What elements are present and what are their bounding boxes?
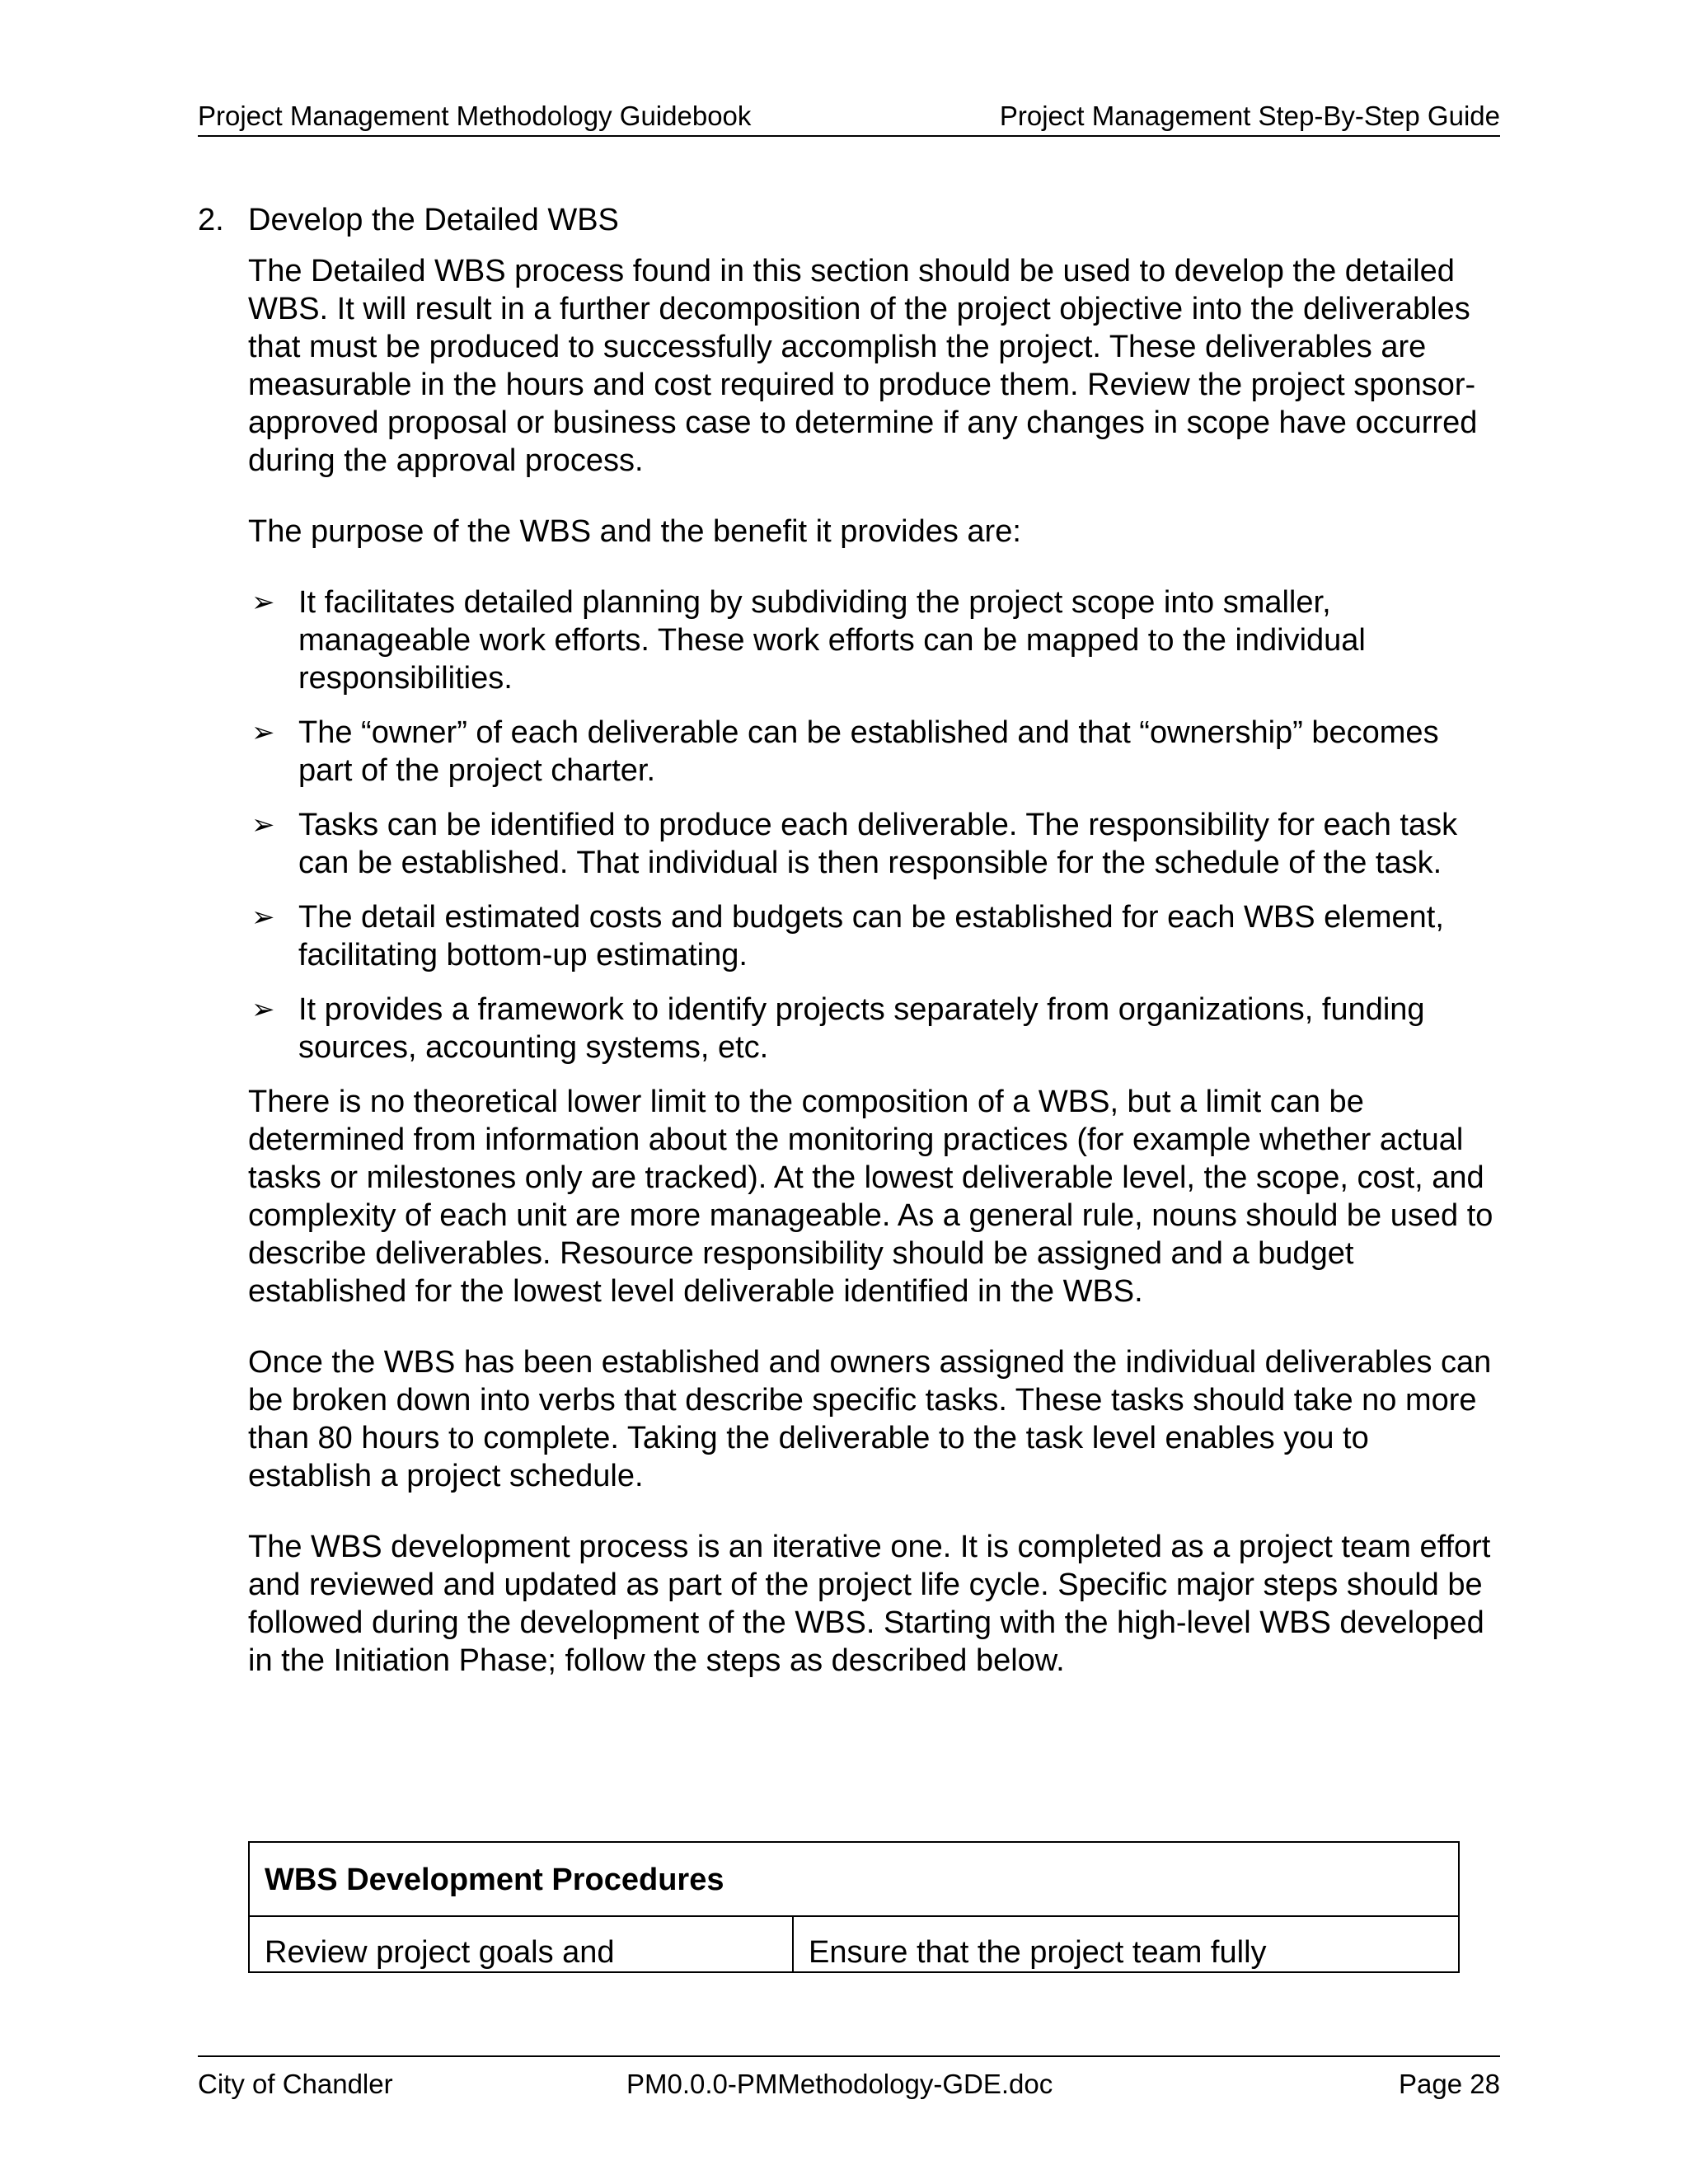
- paragraph-lower-limit: There is no theoretical lower limit to the composition of a WBS, but a limit can be determined from information about the monitoring practices (for example whether actual tasks or milestones only are tracked). At the lowest deliverable level, the scope, cost, and complexity of each unit are more manageable. As a general rule, nouns should be used to describe deliverables. Resource responsibility should be assigned and a budget established for the lowest level deliverable identified in the WBS.: [248, 1085, 1493, 1309]
- arrow-bullet-icon: ➢: [251, 717, 275, 748]
- paragraph-tasks: Once the WBS has been established and owners assigned the individual deliverables can be broken down into verbs that describe specific tasks. These tasks should take no more than 80 hours to complete. Taking the deliverable to the task level enables you to establish a project schedule.: [248, 1345, 1492, 1493]
- list-item-text: The detail estimated costs and budgets can be established for each WBS element, facilitating bottom-up estimating.: [298, 900, 1444, 972]
- list-item-text: The “owner” of each deliverable can be established and that “ownership” becomes part of the project charter.: [298, 715, 1439, 788]
- list-item-text: It provides a framework to identify projects separately from organizations, funding sources, accounting systems, etc.: [298, 992, 1425, 1065]
- list-item-text: It facilitates detailed planning by subdividing the project scope into smaller, manageable work efforts. These work efforts can be mapped to the individual responsibilities.: [298, 585, 1366, 696]
- list-item-text: Tasks can be identified to produce each deliverable. The responsibility for each task can be established. That individual is then responsible for the schedule of the task.: [298, 808, 1458, 880]
- arrow-bullet-icon: ➢: [251, 994, 275, 1025]
- table-row: [249, 1916, 1459, 1972]
- step-heading: [198, 201, 1500, 239]
- footer-organization: City of Chandler: [198, 2069, 393, 2099]
- page-header: [198, 97, 1500, 137]
- paragraph-process: The WBS development process is an iterative one. It is completed as a project team effort and reviewed and updated as part of the project life cycle. Specific major steps should be followed during the development of the WBS. Starting with the high-level WBS developed in the Initiation Phase; follow the steps as described below.: [248, 1530, 1491, 1678]
- list-item: [248, 806, 1500, 882]
- arrow-bullet-icon: ➢: [251, 809, 275, 841]
- step-title: Develop the Detailed WBS: [248, 203, 619, 237]
- list-item: [248, 583, 1500, 697]
- header-doc-title: Project Management Methodology Guidebook: [198, 101, 752, 131]
- header-section-title: Project Management Step-By-Step Guide: [999, 101, 1500, 131]
- list-item: [248, 898, 1500, 974]
- table-header-row: [249, 1842, 1459, 1916]
- wbs-procedures-table: [248, 1841, 1460, 1973]
- list-item: [248, 714, 1500, 790]
- step-body: [198, 252, 1500, 551]
- paragraph-purpose: The purpose of the WBS and the benefit it provides are:: [248, 514, 1021, 549]
- list-item: [248, 991, 1500, 1066]
- arrow-bullet-icon: ➢: [251, 902, 275, 933]
- benefit-list: [198, 583, 1500, 1066]
- table-cell: Ensure that the project team fully: [793, 1916, 1459, 1972]
- step-number: 2.: [198, 203, 224, 237]
- footer-page-number: Page 28: [1399, 2069, 1500, 2099]
- table-title: WBS Development Procedures: [249, 1842, 1459, 1916]
- table-cell: Review project goals and: [249, 1916, 793, 1972]
- step-body-continued: [198, 1083, 1500, 1680]
- page-footer: [198, 2055, 1500, 2107]
- paragraph-intro: The Detailed WBS process found in this section should be used to develop the detailed WBS. It will result in a further decomposition of the project objective into the deliverables that must be produced to successfully accomplish the project. These deliverables are measurable in the hours and cost required to produce them. Review the project sponsor-approved proposal or business case to determine if any changes in scope have occurred during the approval process.: [248, 254, 1478, 478]
- footer-filename: PM0.0.0-PMMethodology-GDE.doc: [626, 2069, 1053, 2099]
- page-body: [198, 201, 1500, 1680]
- arrow-bullet-icon: ➢: [251, 587, 275, 618]
